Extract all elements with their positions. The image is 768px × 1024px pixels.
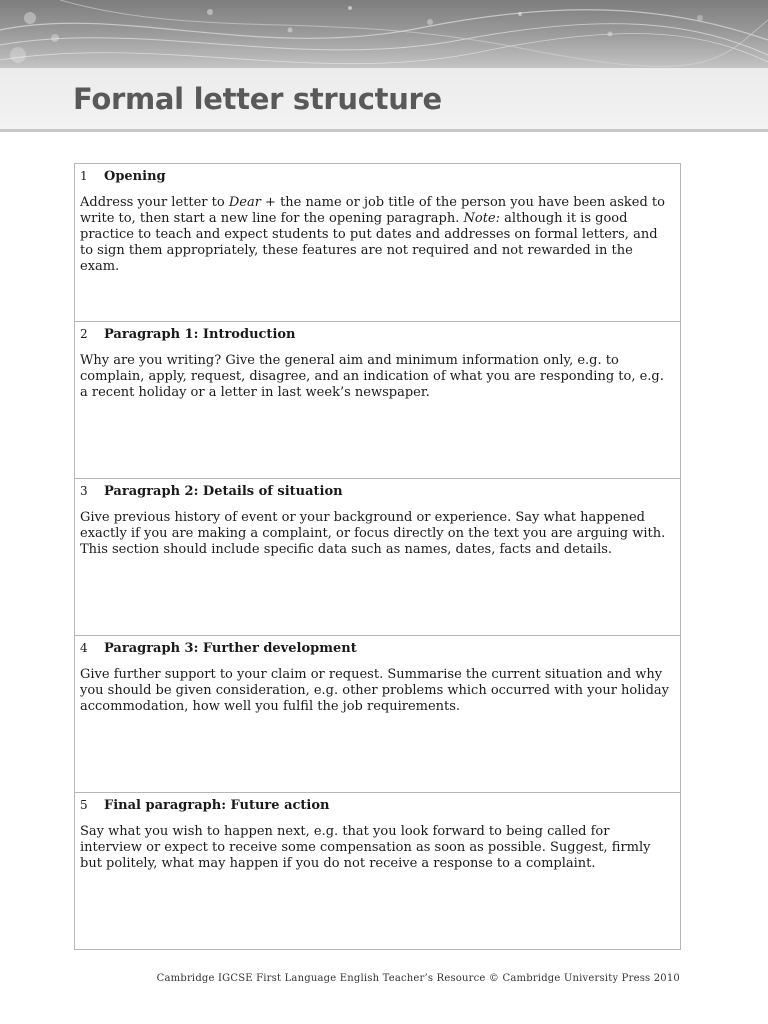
section-1 xyxy=(75,164,680,321)
letter-structure-table xyxy=(74,163,681,950)
section-title: Paragraph 1: Introduction xyxy=(104,327,296,342)
section-title: Paragraph 2: Details of situation xyxy=(104,484,343,499)
section-body-text: Address your letter to xyxy=(80,195,229,210)
page-header xyxy=(0,0,768,132)
section-heading xyxy=(80,640,672,657)
section-body xyxy=(80,510,672,558)
section-heading xyxy=(80,797,672,814)
section-number: 2 xyxy=(80,327,88,341)
section-4 xyxy=(75,635,680,792)
section-number: 5 xyxy=(80,798,88,812)
section-body-text: Note: xyxy=(463,211,500,226)
section-body-text: Give further support to your claim or request. Summarise the current situation and why you should be given consideration, e.g. other problems which occurred with your holiday accommodation, how well you fulfil the job requirements. xyxy=(80,667,669,714)
section-body-text: Give previous history of event or your background or experience. Say what happened exactly if you are making a complaint, or focus directly on the text you are arguing with. This section should include specific data such as names, dates, facts and details. xyxy=(80,510,666,557)
header-rule xyxy=(0,129,768,132)
section-body-text: although it is good practice to teach and expect students to put dates and addresses on formal letters, and to sign them appropriately, these features are not required and not rewarded in the exam. xyxy=(80,211,658,274)
page-title: Formal letter structure xyxy=(73,82,442,116)
section-heading xyxy=(80,326,672,343)
section-2 xyxy=(75,321,680,478)
section-body xyxy=(80,195,672,275)
section-number: 3 xyxy=(80,484,88,498)
section-body-text: Why are you writing? Give the general aim and minimum information only, e.g. to complain, apply, request, disagree, and an indication of what you are responding to, e.g. a recent holiday or a letter in last week’s newspaper. xyxy=(80,353,664,400)
section-title: Final paragraph: Future action xyxy=(104,798,330,813)
section-title: Opening xyxy=(104,169,166,184)
footer-copyright: Cambridge IGCSE First Language English Teacher’s Resource © Cambridge University Press 2010 xyxy=(156,973,680,984)
section-body-text: + the name or job title of the person you have been asked to write to, then start a new line for the opening paragraph. xyxy=(80,195,665,226)
section-heading xyxy=(80,483,672,500)
section-heading xyxy=(80,168,672,185)
section-body-text: Dear xyxy=(228,195,261,210)
section-body xyxy=(80,824,672,872)
section-number: 4 xyxy=(80,641,88,655)
section-3 xyxy=(75,478,680,635)
section-body xyxy=(80,353,672,401)
section-title: Paragraph 3: Further development xyxy=(104,641,357,656)
section-body xyxy=(80,667,672,715)
section-number: 1 xyxy=(80,169,88,183)
section-body-text: Say what you wish to happen next, e.g. that you look forward to being called for interview or expect to receive some compensation as soon as possible. Suggest, firmly but politely, what may happen if you do not receive a response to a complaint. xyxy=(80,824,651,871)
section-5 xyxy=(75,792,680,949)
